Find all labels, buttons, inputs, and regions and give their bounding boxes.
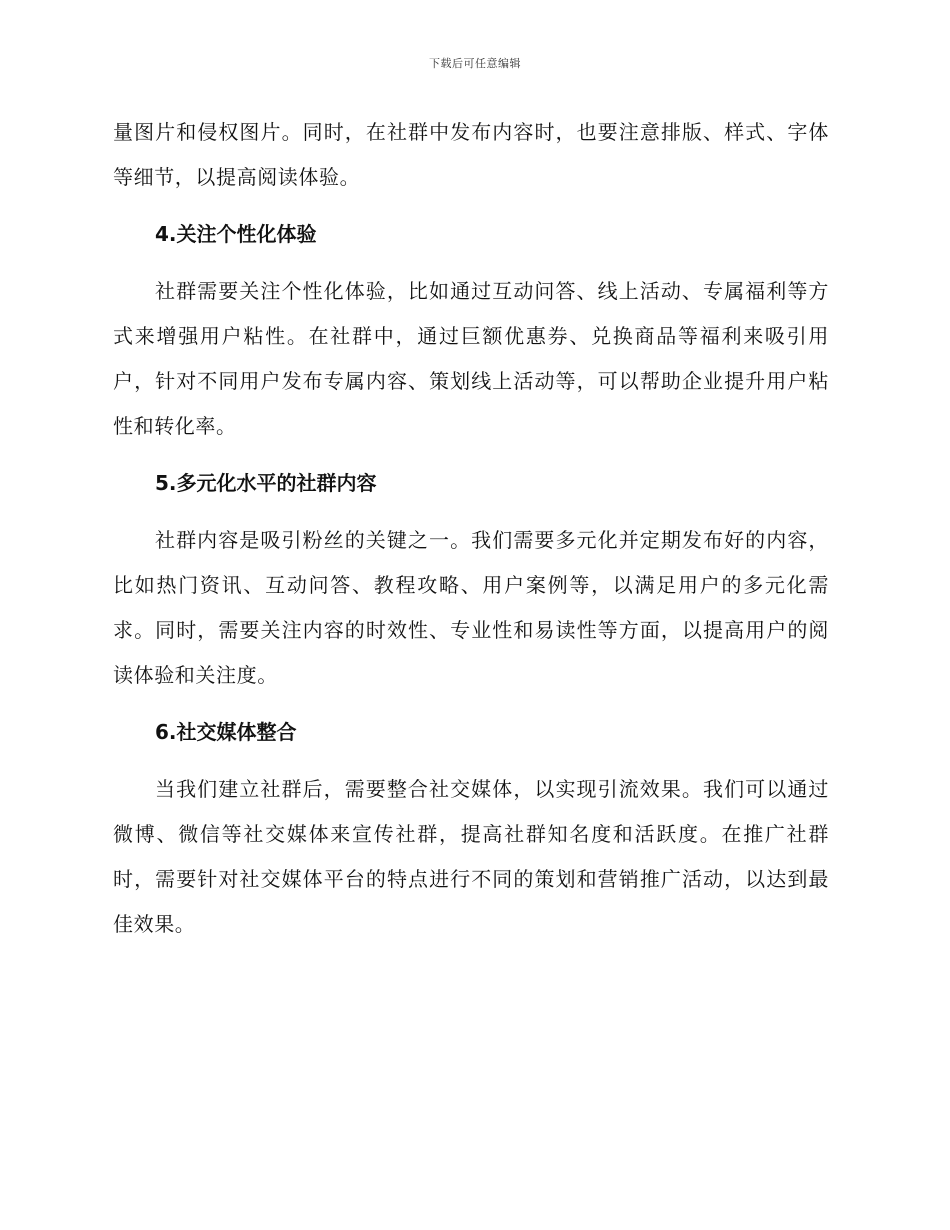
section-personalized-experience <box>113 212 829 449</box>
section-social-media-integration <box>113 710 829 947</box>
section-paragraph: 社群需要关注个性化体验，比如通过互动问答、线上活动、专属福利等方式来增强用户粘性。在社群中，通过巨额优惠券、兑换商品等福利来吸引用户，针对不同用户发布专属内容、策划线上活动等，可以帮助企业提升用户粘性和转化率。 <box>113 279 829 438</box>
section-heading: 5.多元化水平的社群内容 <box>155 471 377 495</box>
section-heading: 6.社交媒体整合 <box>155 720 297 744</box>
document-body <box>113 110 829 959</box>
section-heading: 4.关注个性化体验 <box>155 222 317 246</box>
page-header: 下载后可任意编辑 <box>429 57 521 70</box>
section-diverse-content <box>113 461 829 698</box>
section-paragraph: 当我们建立社群后，需要整合社交媒体，以实现引流效果。我们可以通过微博、微信等社交媒体来宣传社群，提高社群知名度和活跃度。在推广社群时，需要针对社交媒体平台的特点进行不同的策划和营销推广活动，以达到最佳效果。 <box>113 777 829 936</box>
section-paragraph: 社群内容是吸引粉丝的关键之一。我们需要多元化并定期发布好的内容，比如热门资讯、互动问答、教程攻略、用户案例等，以满足用户的多元化需求。同时，需要关注内容的时效性、专业性和易读性等方面，以提高用户的阅读体验和关注度。 <box>113 528 829 687</box>
intro-paragraph: 量图片和侵权图片。同时，在社群中发布内容时，也要注意排版、样式、字体等细节，以提高阅读体验。 <box>113 120 829 189</box>
